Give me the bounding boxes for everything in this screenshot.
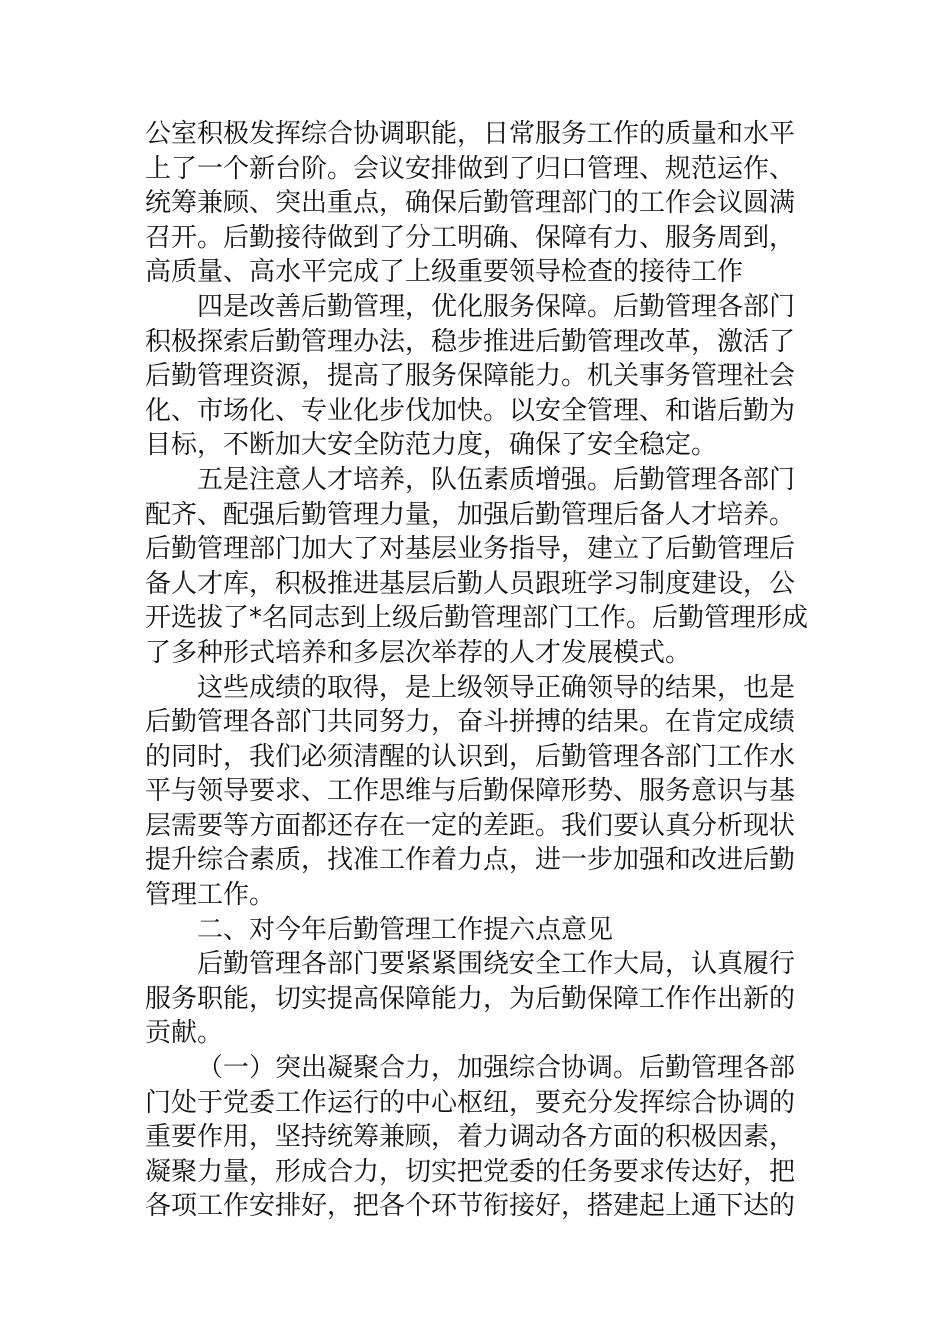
text-line: 备人才库，积极推进基层后勤人员跟班学习制度建设，公 xyxy=(145,568,796,599)
document-body xyxy=(145,117,810,1224)
text-line: 后勤管理各部门共同努力，奋斗拼搏的结果。在肯定成绩 xyxy=(145,707,796,738)
text-line: 凝聚力量，形成合力，切实把党委的任务要求传达好，把 xyxy=(145,1156,796,1187)
text-line: 积极探索后勤管理办法，稳步推进后勤管理改革，激活了 xyxy=(145,326,796,357)
paragraph-start-line: 这些成绩的取得，是上级领导正确领导的结果，也是 xyxy=(197,672,796,703)
text-line: 高质量、高水平完成了上级重要领导检查的接待工作 xyxy=(145,257,744,288)
text-line: 提升综合素质，找准工作着力点，进一步加强和改进后勤 xyxy=(145,845,796,876)
text-line: 了多种形式培养和多层次举荐的人才发展模式。 xyxy=(145,637,692,668)
text-line: 重要作用，坚持统筹兼顾，着力调动各方面的积极因素， xyxy=(145,1122,796,1153)
subsection-heading-line: （一）突出凝聚合力，加强综合协调。后勤管理各部 xyxy=(197,1053,796,1084)
paragraph-start-line: 五是注意人才培养，队伍素质增强。后勤管理各部门 xyxy=(197,464,796,495)
text-line: 统筹兼顾、突出重点，确保后勤管理部门的工作会议圆满 xyxy=(145,188,796,219)
text-line: 的同时，我们必须清醒的认识到，后勤管理各部门工作水 xyxy=(145,741,796,772)
text-line: 目标，不断加大安全防范力度，确保了安全稳定。 xyxy=(145,430,718,461)
text-line: 公室积极发挥综合协调职能，日常服务工作的质量和水平 xyxy=(145,119,796,149)
paragraph-start-line: 后勤管理各部门要紧紧围绕安全工作大局，认真履行 xyxy=(197,949,796,980)
text-line: 各项工作安排好，把各个环节衔接好，搭建起上通下达的 xyxy=(145,1191,796,1222)
text-line: 召开。后勤接待做到了分工明确、保障有力、服务周到， xyxy=(145,222,796,253)
text-line: 开选拔了*名同志到上级后勤管理部门工作。后勤管理形成 xyxy=(145,603,809,634)
text-line: 后勤管理资源，提高了服务保障能力。机关事务管理社会 xyxy=(145,361,796,392)
text-line: 后勤管理部门加大了对基层业务指导，建立了后勤管理后 xyxy=(145,534,796,565)
text-line: 化、市场化、专业化步伐加快。以安全管理、和谐后勤为 xyxy=(145,395,796,426)
text-line: 配齐、配强后勤管理力量，加强后勤管理后备人才培养。 xyxy=(145,499,796,530)
text-line: 管理工作。 xyxy=(145,880,276,911)
text-line: 平与领导要求、工作思维与后勤保障形势、服务意识与基 xyxy=(145,776,796,807)
paragraph-start-line: 四是改善后勤管理，优化服务保障。后勤管理各部门 xyxy=(197,291,796,322)
text-line: 服务职能，切实提高保障能力，为后勤保障工作作出新的 xyxy=(145,983,796,1014)
section-heading: 二、对今年后勤管理工作提六点意见 xyxy=(197,914,614,945)
text-line: 贡献。 xyxy=(145,1018,224,1049)
text-line: 层需要等方面都还存在一定的差距。我们要认真分析现状 xyxy=(145,810,796,841)
text-line: 上了一个新台阶。会议安排做到了归口管理、规范运作、 xyxy=(145,153,796,184)
text-line: 门处于党委工作运行的中心枢纽，要充分发挥综合协调的 xyxy=(145,1087,796,1118)
